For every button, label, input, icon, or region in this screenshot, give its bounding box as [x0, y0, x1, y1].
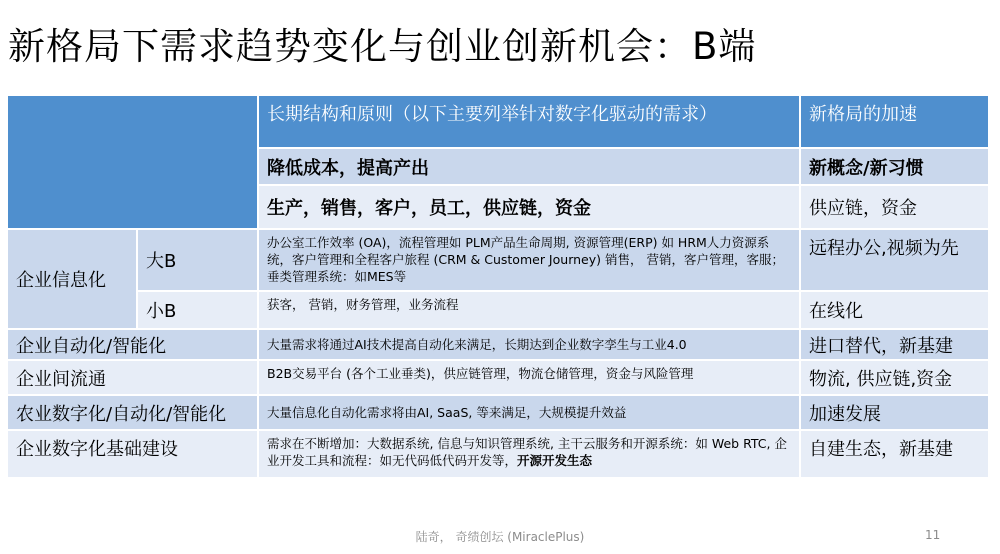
big-b-accel: 远程办公,视频为先 [800, 229, 989, 291]
row-label-small-b: 小B [137, 291, 258, 329]
header-blank-cell [7, 95, 258, 229]
automation-text: 大量需求将通过AI技术提高自动化来满足，长期达到企业数字孪生与工业4.0 [258, 329, 800, 360]
flow-text: B2B交易平台 (各个工业垂类)，供应链管理，物流仓储管理，资金与风险管理 [258, 360, 800, 395]
subheader-new-habits: 新概念/新习惯 [800, 148, 989, 185]
big-b-text: 办公室工作效率 (OA)，流程管理如 PLM产品生命周期, 资源管理(ERP) 如 HRM人力资源系统，客户管理和全程客户旅程 (CRM & Customer Journey) 销售， 营销，客户管理，客服；垂类管理系统：如MES等 [258, 229, 800, 291]
small-b-text: 获客， 营销，财务管理，业务流程 [258, 291, 800, 329]
infra-text: 需求在不断增加：大数据系统, 信息与知识管理系统, 主干云服务和开源系统：如 Web RTC, 企业开发工具和流程：如无代码低代码开发等， [267, 436, 787, 468]
agriculture-accel: 加速发展 [800, 395, 989, 430]
automation-accel: 进口替代，新基建 [800, 329, 989, 360]
footer-credit: 陆奇， 奇绩创坛 (MiraclePlus) [415, 530, 585, 544]
flow-accel: 物流, 供应链,资金 [800, 360, 989, 395]
header-acceleration: 新格局的加速 [800, 95, 989, 148]
header-principles: 长期结构和原则（以下主要列举针对数字化驱动的需求） [258, 95, 800, 148]
infra-text-bold: 开源开发生态 [517, 453, 593, 468]
row-label-info: 企业信息化 [7, 229, 137, 329]
page-title: 新格局下需求趋势变化与创业创新机会：B端 [8, 25, 757, 68]
table-row [7, 229, 989, 291]
table-row [7, 291, 989, 329]
row-label-flow: 企业间流通 [7, 360, 258, 395]
table-row [7, 329, 989, 360]
subheader-supply: 供应链，资金 [800, 185, 989, 229]
table-row [7, 360, 989, 395]
trend-table [6, 94, 990, 479]
table-row [7, 430, 989, 478]
row-label-automation: 企业自动化/智能化 [7, 329, 258, 360]
row-label-big-b: 大B [137, 229, 258, 291]
small-b-accel: 在线化 [800, 291, 989, 329]
row-label-infra: 企业数字化基础建设 [7, 430, 258, 478]
infra-accel: 自建生态，新基建 [800, 430, 989, 478]
row-label-agriculture: 农业数字化/自动化/智能化 [7, 395, 258, 430]
subheader-cost: 降低成本，提高产出 [258, 148, 800, 185]
agriculture-text: 大量信息化自动化需求将由AI, SaaS, 等来满足，大规模提升效益 [258, 395, 800, 430]
infra-text-cell [258, 430, 800, 478]
table-row [7, 95, 989, 148]
table-row [7, 395, 989, 430]
subheader-factors: 生产，销售，客户，员工，供应链，资金 [258, 185, 800, 229]
page-number: 11 [925, 528, 941, 542]
